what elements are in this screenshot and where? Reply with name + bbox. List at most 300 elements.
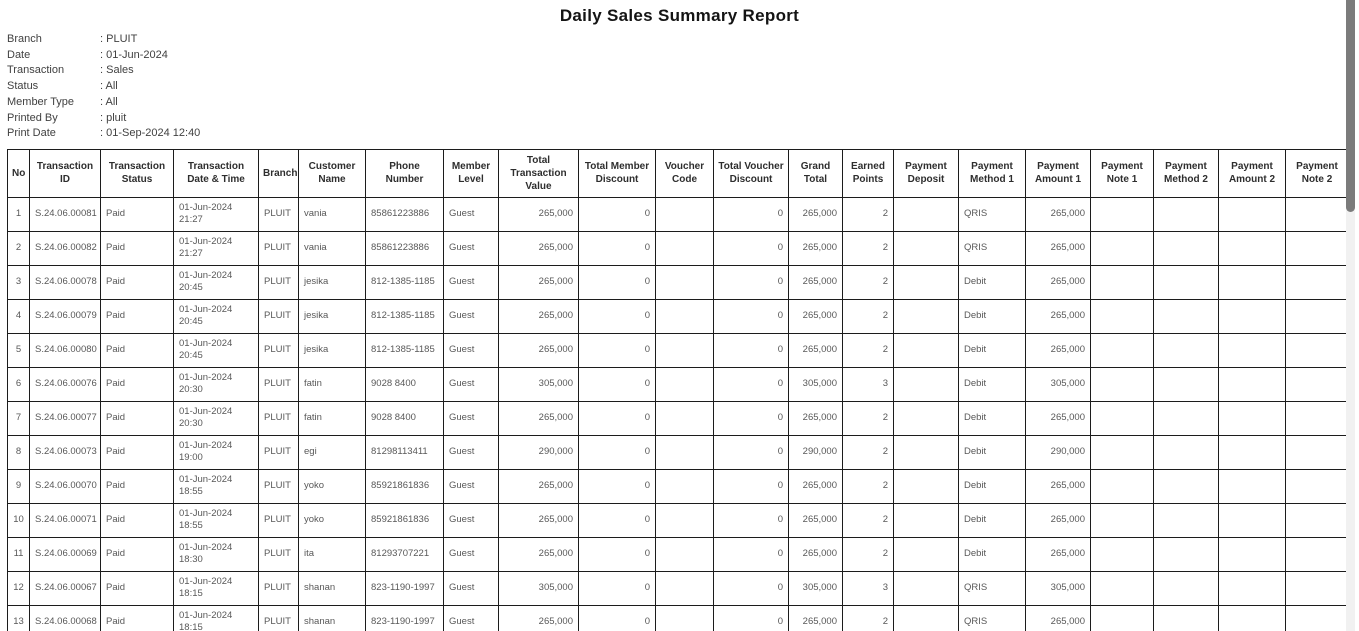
table-cell: 12 bbox=[8, 571, 30, 605]
table-cell: 265,000 bbox=[499, 503, 579, 537]
table-cell bbox=[894, 401, 959, 435]
table-cell: jesika bbox=[299, 299, 366, 333]
table-cell: 290,000 bbox=[789, 435, 843, 469]
table-cell: Guest bbox=[444, 299, 499, 333]
table-cell: 265,000 bbox=[789, 469, 843, 503]
table-cell: 0 bbox=[579, 503, 656, 537]
table-cell bbox=[656, 469, 714, 503]
table-cell: 265,000 bbox=[789, 605, 843, 631]
table-cell: 0 bbox=[579, 435, 656, 469]
table-cell: PLUIT bbox=[259, 537, 299, 571]
table-cell: Guest bbox=[444, 401, 499, 435]
table-cell bbox=[894, 265, 959, 299]
table-cell: jesika bbox=[299, 333, 366, 367]
table-cell: Guest bbox=[444, 571, 499, 605]
table-cell: 2 bbox=[843, 333, 894, 367]
table-cell: 81298113411 bbox=[366, 435, 444, 469]
table-cell bbox=[656, 197, 714, 231]
table-cell bbox=[1091, 231, 1154, 265]
table-cell: 2 bbox=[843, 231, 894, 265]
table-cell: 0 bbox=[579, 333, 656, 367]
table-cell bbox=[1286, 299, 1349, 333]
table-cell: S.24.06.00069 bbox=[30, 537, 101, 571]
meta-label: Branch bbox=[7, 33, 42, 45]
column-header: Branch bbox=[259, 149, 299, 197]
table-cell: 0 bbox=[714, 299, 789, 333]
table-cell: 265,000 bbox=[1026, 537, 1091, 571]
table-cell: S.24.06.00068 bbox=[30, 605, 101, 631]
table-cell bbox=[1154, 537, 1219, 571]
table-cell: 2 bbox=[843, 265, 894, 299]
table-cell bbox=[656, 299, 714, 333]
table-cell: 265,000 bbox=[1026, 469, 1091, 503]
table-cell: 265,000 bbox=[499, 401, 579, 435]
table-cell: 85861223886 bbox=[366, 231, 444, 265]
header-row bbox=[8, 149, 1349, 197]
table-cell: 3 bbox=[8, 265, 30, 299]
table-cell: 305,000 bbox=[789, 571, 843, 605]
sales-table bbox=[7, 149, 1349, 631]
table-cell bbox=[1219, 401, 1286, 435]
table-cell bbox=[1154, 367, 1219, 401]
table-cell: 8 bbox=[8, 435, 30, 469]
table-cell: 305,000 bbox=[499, 571, 579, 605]
table-cell: 2 bbox=[843, 605, 894, 631]
table-cell bbox=[1091, 197, 1154, 231]
scrollbar-thumb[interactable] bbox=[1346, 0, 1355, 212]
meta-label: Member Type bbox=[7, 95, 75, 108]
table-cell: QRIS bbox=[959, 605, 1026, 631]
table-cell: 0 bbox=[579, 265, 656, 299]
table-cell: 0 bbox=[714, 435, 789, 469]
table-cell bbox=[656, 333, 714, 367]
table-cell bbox=[1286, 197, 1349, 231]
table-cell: S.24.06.00071 bbox=[30, 503, 101, 537]
table-cell bbox=[1091, 435, 1154, 469]
table-row bbox=[8, 401, 1349, 435]
table-cell: QRIS bbox=[959, 231, 1026, 265]
table-row bbox=[8, 503, 1349, 537]
column-header: Customer Name bbox=[299, 149, 366, 197]
table-cell bbox=[894, 333, 959, 367]
table-cell: Paid bbox=[101, 265, 174, 299]
table-cell bbox=[1286, 435, 1349, 469]
table-cell bbox=[1154, 469, 1219, 503]
table-cell: 812-1385-1185 bbox=[366, 299, 444, 333]
table-cell bbox=[1154, 571, 1219, 605]
table-cell: 01-Jun-2024 18:15 bbox=[174, 571, 259, 605]
table-cell: 265,000 bbox=[1026, 197, 1091, 231]
table-cell: S.24.06.00073 bbox=[30, 435, 101, 469]
table-cell bbox=[894, 503, 959, 537]
table-row bbox=[8, 231, 1349, 265]
table-cell bbox=[656, 401, 714, 435]
table-cell: ita bbox=[299, 537, 366, 571]
table-row bbox=[8, 367, 1349, 401]
table-cell bbox=[1154, 401, 1219, 435]
table-cell: 265,000 bbox=[789, 333, 843, 367]
column-header: Payment Note 2 bbox=[1286, 149, 1349, 197]
table-cell bbox=[1286, 469, 1349, 503]
table-cell: PLUIT bbox=[259, 367, 299, 401]
table-cell: 265,000 bbox=[499, 537, 579, 571]
table-row bbox=[8, 605, 1349, 631]
table-cell: 2 bbox=[843, 197, 894, 231]
column-header: Total Transaction Value bbox=[499, 149, 579, 197]
table-cell: 9 bbox=[8, 469, 30, 503]
table-cell bbox=[656, 435, 714, 469]
table-cell: 265,000 bbox=[1026, 265, 1091, 299]
table-cell: yoko bbox=[299, 469, 366, 503]
meta-value: : All bbox=[100, 95, 118, 108]
table-cell: 85861223886 bbox=[366, 197, 444, 231]
table-cell: 10 bbox=[8, 503, 30, 537]
table-cell: 01-Jun-2024 20:45 bbox=[174, 299, 259, 333]
column-header: Total Member Discount bbox=[579, 149, 656, 197]
table-cell: 823-1190-1997 bbox=[366, 605, 444, 631]
table-cell: Paid bbox=[101, 435, 174, 469]
table-cell bbox=[894, 571, 959, 605]
table-cell: Debit bbox=[959, 469, 1026, 503]
table-cell: 265,000 bbox=[499, 299, 579, 333]
table-cell: Paid bbox=[101, 571, 174, 605]
table-cell bbox=[894, 435, 959, 469]
table-cell: 0 bbox=[579, 197, 656, 231]
table-cell bbox=[894, 299, 959, 333]
table-cell: Guest bbox=[444, 537, 499, 571]
table-cell: 265,000 bbox=[499, 333, 579, 367]
table-cell: Guest bbox=[444, 605, 499, 631]
table-cell: Debit bbox=[959, 265, 1026, 299]
meta-label: Date bbox=[7, 48, 31, 61]
table-cell: 2 bbox=[843, 537, 894, 571]
table-cell bbox=[1091, 367, 1154, 401]
table-cell: jesika bbox=[299, 265, 366, 299]
table-cell bbox=[894, 197, 959, 231]
column-header: Transaction ID bbox=[30, 149, 101, 197]
table-cell: shanan bbox=[299, 605, 366, 631]
table-row bbox=[8, 469, 1349, 503]
table-cell: 265,000 bbox=[789, 299, 843, 333]
table-cell: Paid bbox=[101, 469, 174, 503]
column-header: Payment Amount 1 bbox=[1026, 149, 1091, 197]
column-header: Transaction Date & Time bbox=[174, 149, 259, 197]
table-cell: 265,000 bbox=[1026, 299, 1091, 333]
table-cell: shanan bbox=[299, 571, 366, 605]
table-cell: 3 bbox=[843, 571, 894, 605]
table-cell: 265,000 bbox=[789, 231, 843, 265]
table-cell: PLUIT bbox=[259, 469, 299, 503]
table-cell: 9028 8400 bbox=[366, 401, 444, 435]
report-meta bbox=[7, 32, 1359, 142]
table-cell: 0 bbox=[714, 571, 789, 605]
table-cell: vania bbox=[299, 197, 366, 231]
table-cell: S.24.06.00079 bbox=[30, 299, 101, 333]
table-cell: Debit bbox=[959, 333, 1026, 367]
table-cell: 290,000 bbox=[1026, 435, 1091, 469]
table-cell bbox=[1286, 605, 1349, 631]
table-cell: PLUIT bbox=[259, 571, 299, 605]
table-cell: Guest bbox=[444, 265, 499, 299]
table-cell: 0 bbox=[579, 605, 656, 631]
table-cell: PLUIT bbox=[259, 231, 299, 265]
table-cell: Paid bbox=[101, 537, 174, 571]
table-cell: 265,000 bbox=[789, 401, 843, 435]
table-cell: 812-1385-1185 bbox=[366, 333, 444, 367]
table-cell: Guest bbox=[444, 469, 499, 503]
meta-label: Transaction bbox=[7, 64, 65, 77]
column-header: Payment Method 2 bbox=[1154, 149, 1219, 197]
table-cell: Guest bbox=[444, 503, 499, 537]
table-cell bbox=[1154, 265, 1219, 299]
table-cell: Guest bbox=[444, 231, 499, 265]
table-cell: 812-1385-1185 bbox=[366, 265, 444, 299]
table-cell: 0 bbox=[579, 571, 656, 605]
table-cell: PLUIT bbox=[259, 299, 299, 333]
report-title: Daily Sales Summary Report bbox=[559, 6, 800, 25]
table-cell: 265,000 bbox=[499, 469, 579, 503]
column-header: Transaction Status bbox=[101, 149, 174, 197]
table-cell: 0 bbox=[714, 537, 789, 571]
table-cell: Debit bbox=[959, 537, 1026, 571]
table-cell: 290,000 bbox=[499, 435, 579, 469]
table-header bbox=[8, 149, 1349, 197]
table-cell: Guest bbox=[444, 333, 499, 367]
table-cell: 3 bbox=[843, 367, 894, 401]
table-cell bbox=[656, 571, 714, 605]
meta-label: Printed By bbox=[7, 111, 58, 124]
table-row bbox=[8, 299, 1349, 333]
meta-row bbox=[7, 79, 1359, 95]
table-cell bbox=[1286, 231, 1349, 265]
table-cell bbox=[1154, 333, 1219, 367]
table-cell bbox=[1286, 503, 1349, 537]
table-cell: 0 bbox=[579, 299, 656, 333]
meta-row bbox=[7, 111, 1359, 127]
table-cell: Paid bbox=[101, 197, 174, 231]
table-cell: 2 bbox=[843, 401, 894, 435]
table-cell: 265,000 bbox=[789, 537, 843, 571]
meta-value: : pluit bbox=[100, 111, 127, 124]
table-cell: 2 bbox=[843, 503, 894, 537]
table-cell: S.24.06.00070 bbox=[30, 469, 101, 503]
table-cell: QRIS bbox=[959, 571, 1026, 605]
table-cell: PLUIT bbox=[259, 435, 299, 469]
table-cell bbox=[1091, 537, 1154, 571]
table-cell bbox=[1219, 469, 1286, 503]
column-header: Payment Note 1 bbox=[1091, 149, 1154, 197]
table-cell: 265,000 bbox=[789, 265, 843, 299]
table-cell bbox=[1219, 299, 1286, 333]
table-row bbox=[8, 197, 1349, 231]
table-cell bbox=[656, 367, 714, 401]
table-cell: 305,000 bbox=[789, 367, 843, 401]
meta-value: : 01-Sep-2024 12:40 bbox=[100, 127, 201, 140]
table-cell: S.24.06.00082 bbox=[30, 231, 101, 265]
table-cell bbox=[1286, 333, 1349, 367]
table-cell: 0 bbox=[714, 401, 789, 435]
table-cell: 85921861836 bbox=[366, 469, 444, 503]
table-cell bbox=[656, 537, 714, 571]
table-cell: Paid bbox=[101, 299, 174, 333]
table-cell bbox=[656, 265, 714, 299]
table-row bbox=[8, 265, 1349, 299]
table-cell: Paid bbox=[101, 231, 174, 265]
table-cell: 01-Jun-2024 18:55 bbox=[174, 469, 259, 503]
table-cell bbox=[1154, 197, 1219, 231]
table-cell bbox=[1219, 231, 1286, 265]
table-cell: 7 bbox=[8, 401, 30, 435]
table-cell bbox=[1286, 571, 1349, 605]
table-cell: 265,000 bbox=[789, 197, 843, 231]
table-cell: 1 bbox=[8, 197, 30, 231]
table-cell: S.24.06.00080 bbox=[30, 333, 101, 367]
table-cell: 01-Jun-2024 18:55 bbox=[174, 503, 259, 537]
table-cell: 01-Jun-2024 21:27 bbox=[174, 231, 259, 265]
table-cell: 305,000 bbox=[1026, 367, 1091, 401]
table-cell bbox=[1219, 571, 1286, 605]
table-cell: 823-1190-1997 bbox=[366, 571, 444, 605]
table-cell bbox=[1219, 367, 1286, 401]
table-cell bbox=[1219, 197, 1286, 231]
meta-row bbox=[7, 95, 1359, 111]
table-cell: 01-Jun-2024 20:45 bbox=[174, 333, 259, 367]
table-cell bbox=[1219, 537, 1286, 571]
table-cell bbox=[1154, 605, 1219, 631]
meta-row bbox=[7, 32, 1359, 48]
vertical-scrollbar[interactable] bbox=[1346, 0, 1355, 631]
table-cell: 01-Jun-2024 20:30 bbox=[174, 367, 259, 401]
table-cell: 0 bbox=[579, 231, 656, 265]
table-cell: egi bbox=[299, 435, 366, 469]
column-header: Member Level bbox=[444, 149, 499, 197]
table-cell: 0 bbox=[714, 333, 789, 367]
table-cell: PLUIT bbox=[259, 401, 299, 435]
table-cell: 5 bbox=[8, 333, 30, 367]
table-cell bbox=[656, 503, 714, 537]
table-cell: S.24.06.00078 bbox=[30, 265, 101, 299]
table-cell: S.24.06.00077 bbox=[30, 401, 101, 435]
table-cell: Paid bbox=[101, 503, 174, 537]
table-cell: PLUIT bbox=[259, 503, 299, 537]
table-cell: 265,000 bbox=[789, 503, 843, 537]
table-cell: Debit bbox=[959, 435, 1026, 469]
column-header: Earned Points bbox=[843, 149, 894, 197]
table-cell: 01-Jun-2024 19:00 bbox=[174, 435, 259, 469]
table-cell: 01-Jun-2024 20:30 bbox=[174, 401, 259, 435]
table-cell: QRIS bbox=[959, 197, 1026, 231]
table-cell bbox=[656, 231, 714, 265]
table-cell: 2 bbox=[843, 299, 894, 333]
column-header: Voucher Code bbox=[656, 149, 714, 197]
column-header: Payment Deposit bbox=[894, 149, 959, 197]
table-cell: Paid bbox=[101, 605, 174, 631]
table-cell: 0 bbox=[714, 231, 789, 265]
table-cell: PLUIT bbox=[259, 265, 299, 299]
table-cell bbox=[1219, 503, 1286, 537]
table-cell: 01-Jun-2024 21:27 bbox=[174, 197, 259, 231]
table-row bbox=[8, 333, 1349, 367]
table-cell: 6 bbox=[8, 367, 30, 401]
meta-row bbox=[7, 63, 1359, 79]
table-cell: S.24.06.00076 bbox=[30, 367, 101, 401]
table-cell bbox=[894, 605, 959, 631]
table-cell bbox=[1091, 503, 1154, 537]
table-cell bbox=[1091, 333, 1154, 367]
table-cell: Guest bbox=[444, 435, 499, 469]
table-cell bbox=[1154, 231, 1219, 265]
table-cell bbox=[1091, 469, 1154, 503]
table-cell: 265,000 bbox=[1026, 503, 1091, 537]
table-cell bbox=[894, 537, 959, 571]
table-cell: 13 bbox=[8, 605, 30, 631]
table-cell: 01-Jun-2024 18:30 bbox=[174, 537, 259, 571]
table-cell bbox=[1219, 265, 1286, 299]
table-cell bbox=[1219, 605, 1286, 631]
table-cell bbox=[1154, 299, 1219, 333]
meta-label: Print Date bbox=[7, 127, 56, 140]
meta-value: : 01-Jun-2024 bbox=[100, 48, 168, 61]
table-row bbox=[8, 537, 1349, 571]
table-cell bbox=[1091, 571, 1154, 605]
meta-value: : Sales bbox=[100, 64, 134, 77]
table-cell: PLUIT bbox=[259, 605, 299, 631]
table-cell: 85921861836 bbox=[366, 503, 444, 537]
table-cell bbox=[1091, 265, 1154, 299]
table-cell: 0 bbox=[714, 503, 789, 537]
table-cell bbox=[1286, 401, 1349, 435]
table-cell: 0 bbox=[714, 469, 789, 503]
table-cell: Debit bbox=[959, 299, 1026, 333]
table-cell: 265,000 bbox=[499, 231, 579, 265]
table-cell: 265,000 bbox=[499, 197, 579, 231]
meta-value: : All bbox=[100, 80, 118, 93]
table-cell: 265,000 bbox=[1026, 333, 1091, 367]
table-cell bbox=[1286, 265, 1349, 299]
table-cell: 0 bbox=[579, 367, 656, 401]
table-cell: 0 bbox=[714, 265, 789, 299]
table-cell: Debit bbox=[959, 401, 1026, 435]
table-cell: fatin bbox=[299, 367, 366, 401]
table-cell: 265,000 bbox=[499, 605, 579, 631]
column-header: Payment Method 1 bbox=[959, 149, 1026, 197]
table-cell: vania bbox=[299, 231, 366, 265]
table-cell bbox=[894, 367, 959, 401]
table-cell bbox=[1091, 299, 1154, 333]
table-cell: 0 bbox=[579, 401, 656, 435]
table-cell: 0 bbox=[579, 537, 656, 571]
table-cell: 305,000 bbox=[1026, 571, 1091, 605]
table-cell: Paid bbox=[101, 367, 174, 401]
column-header: Grand Total bbox=[789, 149, 843, 197]
table-cell: 265,000 bbox=[499, 265, 579, 299]
table-cell: fatin bbox=[299, 401, 366, 435]
meta-label: Status bbox=[7, 80, 39, 93]
table-cell: 265,000 bbox=[1026, 231, 1091, 265]
meta-row bbox=[7, 126, 1359, 142]
table-cell bbox=[1286, 367, 1349, 401]
table-cell: 2 bbox=[8, 231, 30, 265]
table-body bbox=[8, 197, 1349, 631]
table-cell: 2 bbox=[843, 469, 894, 503]
table-cell: Guest bbox=[444, 367, 499, 401]
meta-value: : PLUIT bbox=[100, 33, 138, 45]
table-cell: 0 bbox=[714, 197, 789, 231]
column-header: No bbox=[8, 149, 30, 197]
column-header: Total Voucher Discount bbox=[714, 149, 789, 197]
table-cell: 2 bbox=[843, 435, 894, 469]
table-cell: 01-Jun-2024 18:15 bbox=[174, 605, 259, 631]
